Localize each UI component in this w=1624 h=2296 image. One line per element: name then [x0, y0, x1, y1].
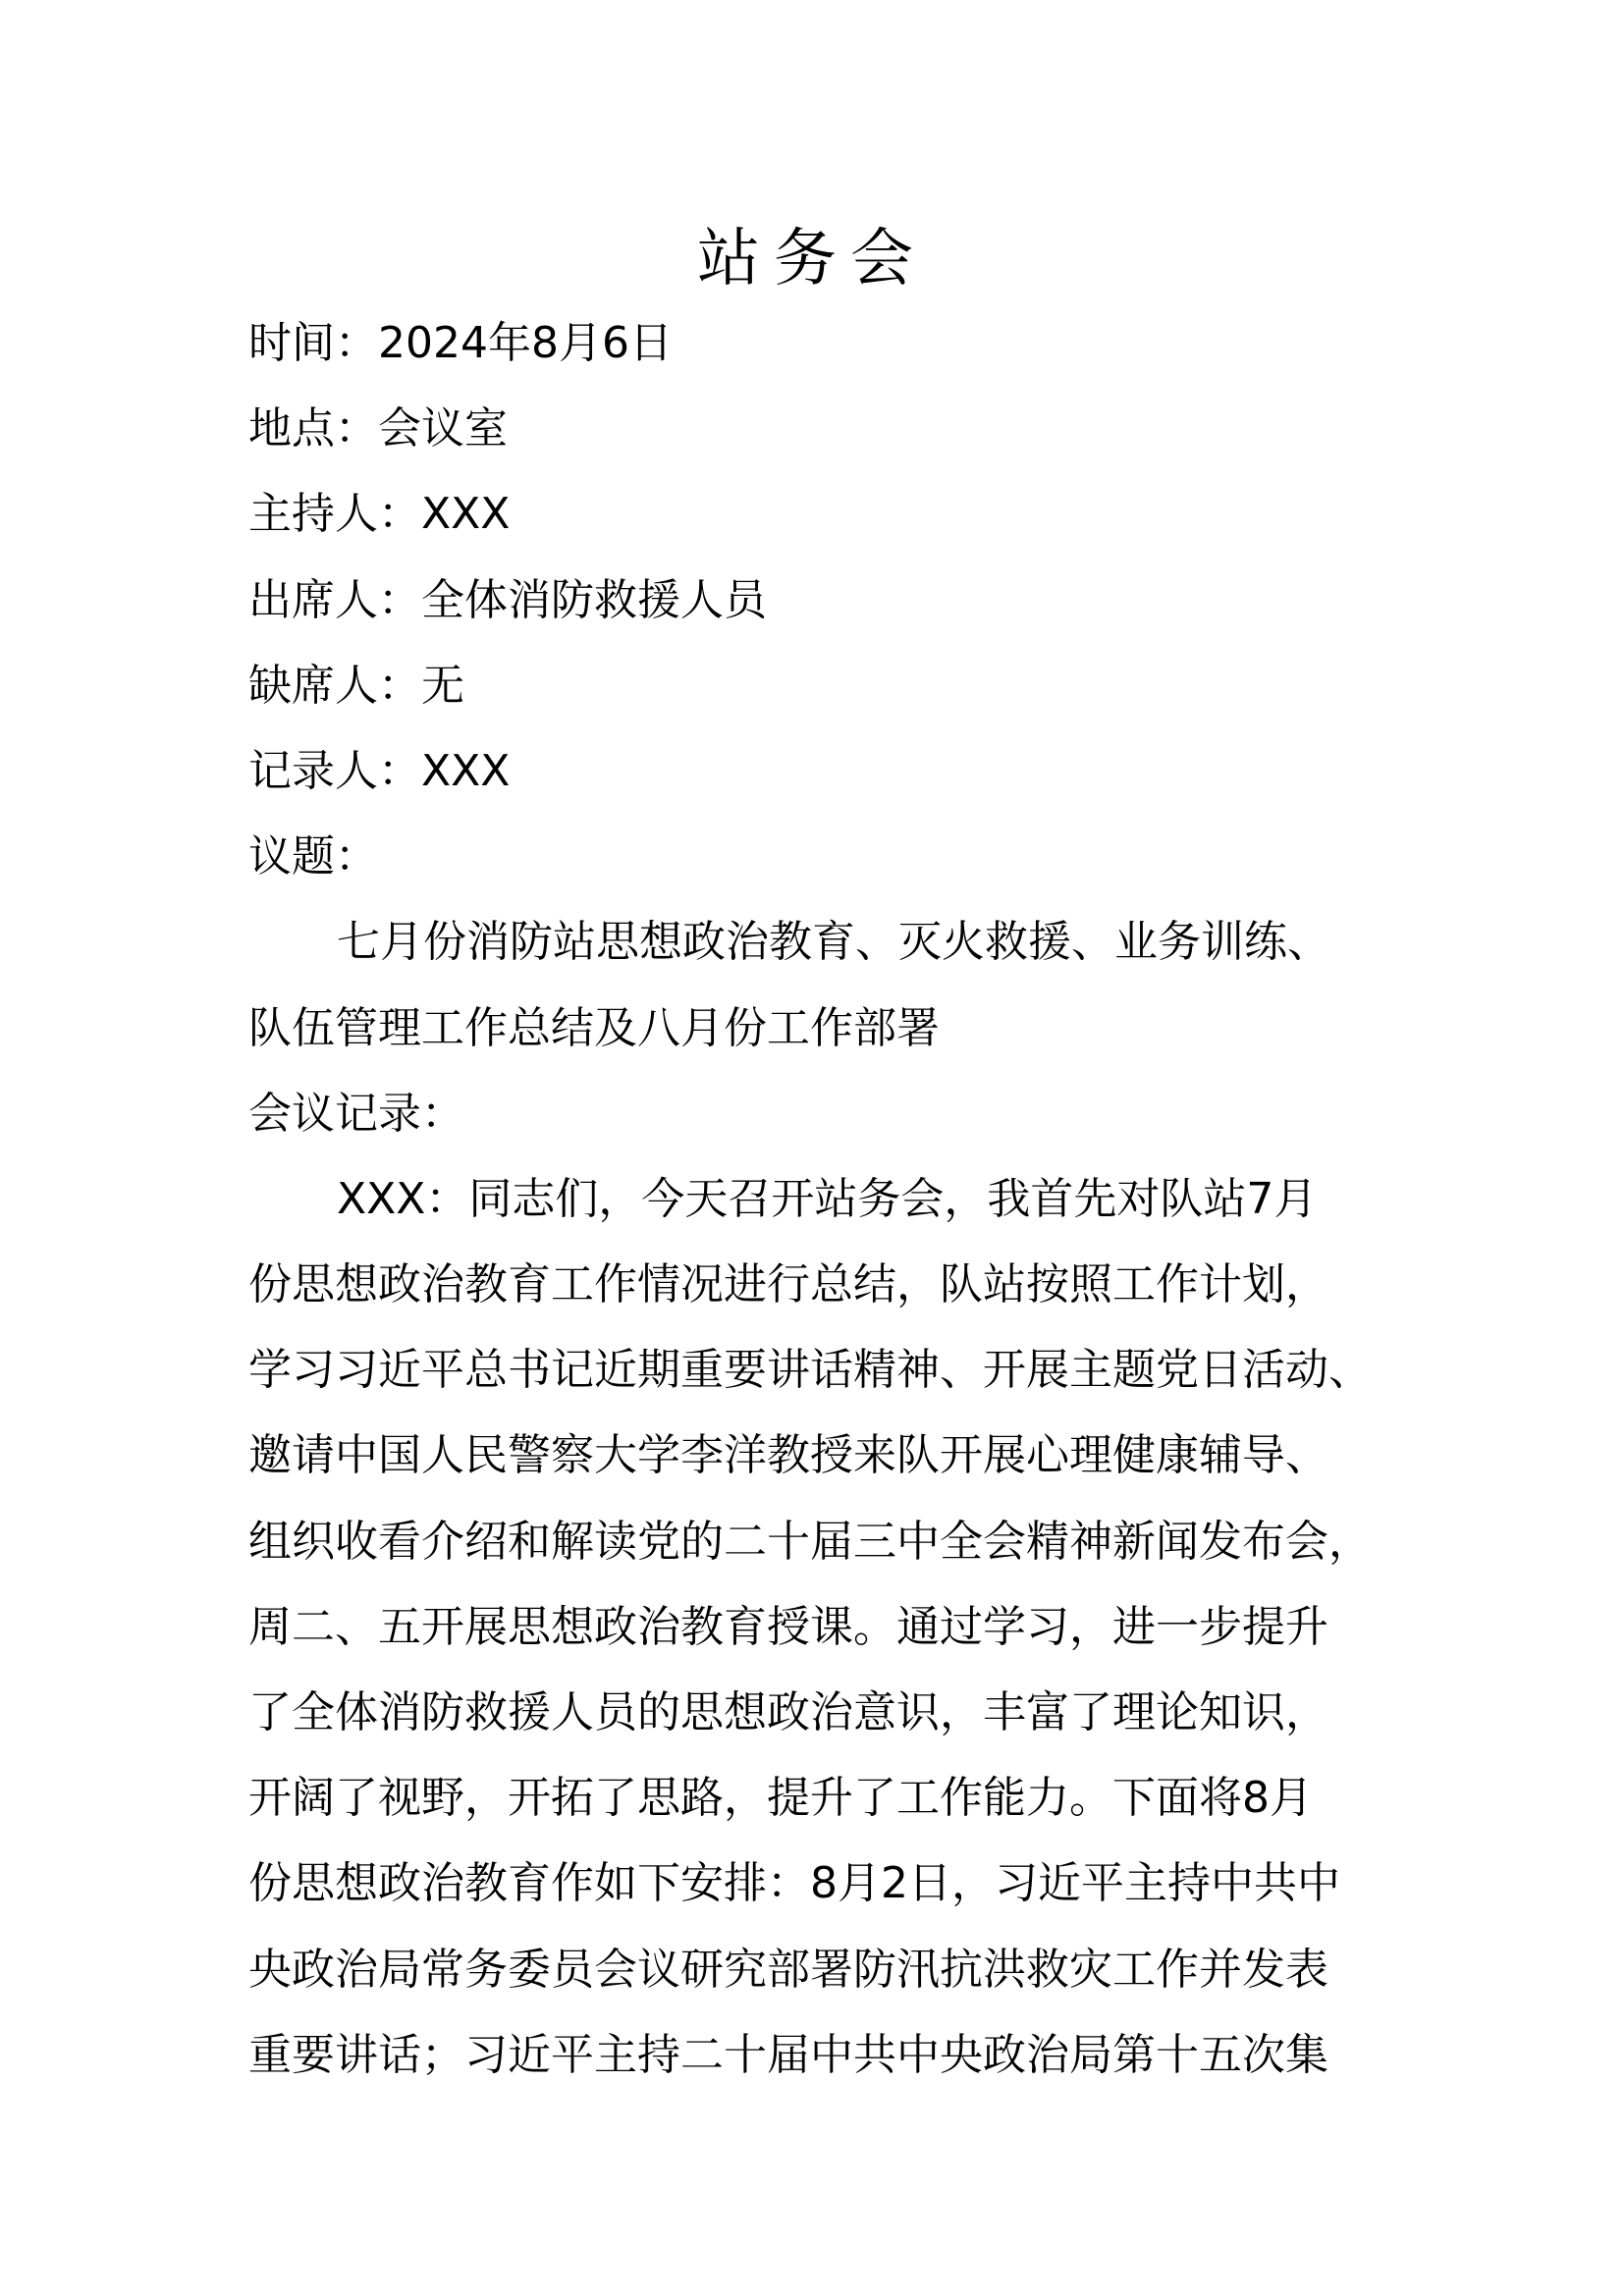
- meta-label: 主持人：: [248, 489, 421, 540]
- agenda-line: 七月份消防站思想政治教育、灭火救援、业务训练、: [337, 917, 1330, 968]
- meta-label: 缺席人：: [248, 660, 421, 711]
- meta-value: 会议室: [378, 403, 508, 454]
- meta-label: 地点：: [248, 403, 378, 454]
- meta-recorder: [248, 728, 1372, 814]
- meta-absentees: [248, 643, 1372, 728]
- meta-value: 无: [421, 660, 464, 711]
- agenda-label: 议题：: [248, 831, 378, 882]
- record-line: 重要讲话；习近平主持二十届中共中央政治局第十五次集: [248, 2029, 1328, 2080]
- meta-value: 2024年8月6日: [378, 318, 673, 368]
- record-line: 邀请中国人民警察大学李洋教授来队开展心理健康辅导、: [248, 1430, 1328, 1481]
- meta-label: 记录人：: [248, 745, 421, 796]
- meta-value: 全体消防救援人员: [421, 574, 767, 625]
- record-line: XXX：同志们，今天召开站务会，我首先对队站7月: [337, 1173, 1318, 1224]
- record-line: 学习习近平总书记近期重要讲话精神、开展主题党日活动、: [248, 1345, 1372, 1396]
- meta-value: XXX: [421, 745, 511, 796]
- document-body: [248, 300, 1372, 2098]
- record-line: 了全体消防救援人员的思想政治意识，丰富了理论知识，: [248, 1687, 1328, 1737]
- record-line: 份思想政治教育工作情况进行总结，队站按照工作计划，: [248, 1259, 1328, 1310]
- meta-value: XXX: [421, 489, 511, 540]
- meta-label: 出席人：: [248, 574, 421, 625]
- record-label: 会议记录：: [248, 1088, 464, 1139]
- record-line: 央政治局常务委员会议研究部署防汛抗洪救灾工作并发表: [248, 1944, 1328, 1995]
- agenda-line: 队伍管理工作总结及八月份工作部署: [248, 1002, 940, 1053]
- record-line: 份思想政治教育作如下安排：8月2日，习近平主持中共中: [248, 1858, 1340, 1909]
- record-line: 开阔了视野，开拓了思路，提升了工作能力。下面将8月: [248, 1773, 1313, 1824]
- meta-label: 时间：: [248, 318, 378, 368]
- document-title: 站务会: [697, 223, 927, 295]
- meta-attendees: [248, 558, 1372, 643]
- meta-time: [248, 300, 1372, 386]
- record-line: 周二、五开展思想政治教育授课。通过学习，进一步提升: [248, 1601, 1328, 1652]
- meta-host: [248, 471, 1372, 557]
- meta-location: [248, 386, 1372, 471]
- record-line: 组织收看介绍和解读党的二十届三中全会精神新闻发布会，: [248, 1516, 1372, 1567]
